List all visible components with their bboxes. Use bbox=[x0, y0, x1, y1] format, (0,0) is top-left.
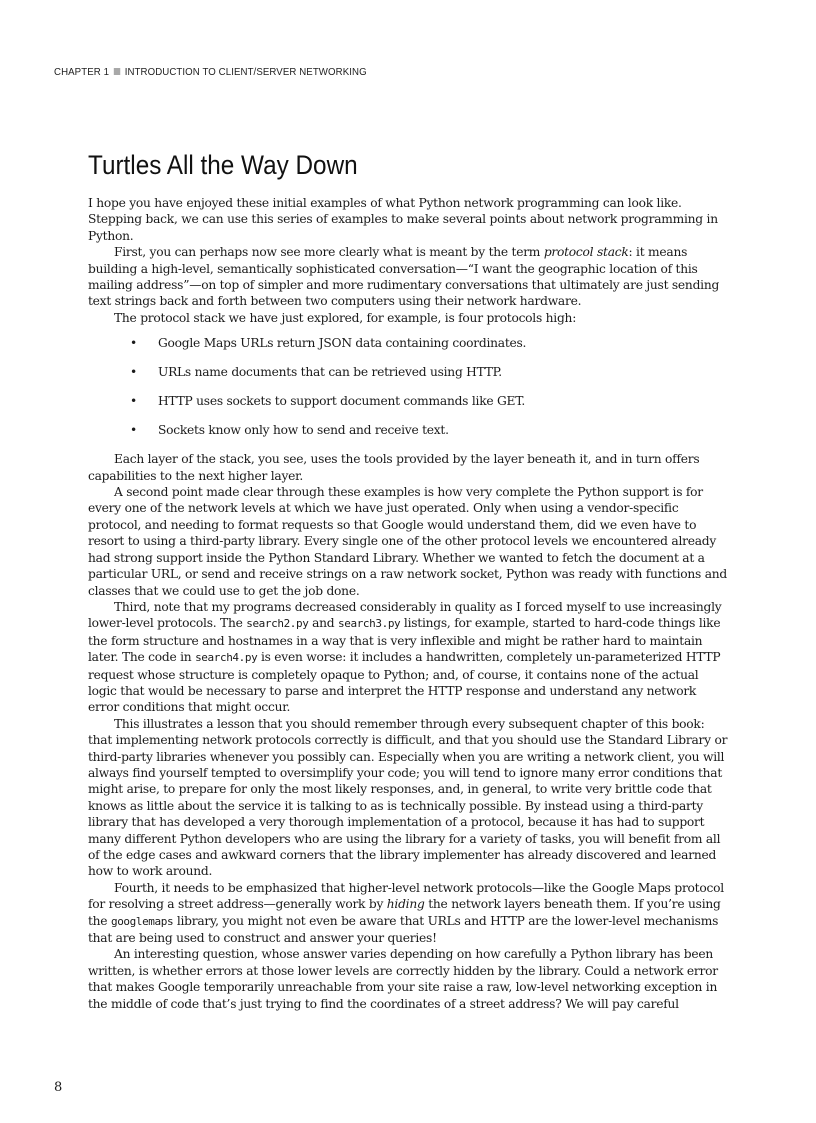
text-run: and bbox=[308, 616, 339, 631]
text-run: First, you can perhaps now see more clearly what is meant by the term bbox=[114, 245, 544, 260]
list-item bbox=[88, 422, 730, 438]
paragraph-lesson: This illustrates a lesson that you should remember through every subsequent chapter of this book: that implementing network protocols correctly is difficult, and that you should use the Standard Library or third-party libraries whenever you possibly can. Especially when you are writing a network client, you will always find yourself tempted to oversimplify your code; you will tend to ignore many error conditions that might arise, to prepare for only the most likely responses, and, in general, to write very brittle code that knows as little about the service it is talking to as is technically possible. By instead using a third-party library that has developed a very thorough implementation of a protocol, because it has had to support many different Python developers who are using the library for a variety of tasks, you will benefit from all of the edge cases and awkward corners that the library implementer has already discovered and learned how to work around. bbox=[88, 716, 728, 879]
code-filename: search2.py bbox=[246, 617, 309, 631]
text-run: Fourth, it needs to be emphasized that higher-level network protocols—like the Google Maps protocol for resolving a street address—generally work by bbox=[88, 880, 724, 912]
paragraph-protocol-stack bbox=[88, 244, 730, 310]
paragraph-intro: I hope you have enjoyed these initial examples of what Python network programming can look like. Stepping back, we can use this series of examples to make several points about network programming in Python. bbox=[88, 196, 718, 243]
text-run: the network layers beneath them. If you’re using the bbox=[88, 897, 721, 928]
paragraph-hiding-layers bbox=[88, 880, 730, 947]
paragraph-four-protocols: The protocol stack we have just explored, for example, is four protocols high: bbox=[114, 310, 577, 325]
running-header bbox=[54, 66, 367, 78]
text-run: listings, for example, started to hard-code things like the form structure and hostnames in a way that is very inflexible and might be rather hard to maintain later. The code in bbox=[88, 616, 721, 665]
text-run: is even worse: it includes a handwritten, completely un-parameterized HTTP request whose structure is completely opaque to Python; and, of course, it contains none of the actual logic that would be necessary to parse and interpret the HTTP response and understand any network error conditions that might occur. bbox=[88, 650, 721, 715]
code-library-name: googlemaps bbox=[110, 914, 174, 928]
paragraph-errors: An interesting question, whose answer varies depending on how carefully a Python library has been written, is whether errors at those lower levels are correctly hidden by the library. Could a network error that makes Google temporarily unreachable from your site raise a raw, low-level networking exception in the middle of code that’s just trying to find the coordinates of a street address? We will pay careful bbox=[88, 947, 718, 1011]
list-item-text: URLs name documents that can be retrieved using HTTP. bbox=[158, 365, 502, 380]
code-filename: search3.py bbox=[338, 617, 401, 631]
list-item bbox=[88, 364, 730, 380]
list-item bbox=[88, 335, 730, 351]
bullet-icon: • bbox=[130, 423, 137, 438]
text-run: : it means building a high-level, semantically sophisticated conversation—“I want the geographic location of this mailing address”—on top of simpler and more rudimentary conversations that ultimately are just sending text strings back and forth between two computers using their network hardware. bbox=[88, 245, 720, 309]
header-separator-square bbox=[114, 68, 120, 75]
paragraph-python-support: A second point made clear through these examples is how very complete the Python support is for every one of the network levels at which we have just operated. Only when using a vendor-specific protocol, and needing to format requests so that Google would understand them, did we even have to resort to using a third-party library. Every single one of the other protocol levels we encountered already had strong support inside the Python Standard Library. Whether we wanted to fetch the document at a particular URL, or send and receive strings on a raw network socket, Python was ready with functions and classes that we could use to get the job done. bbox=[88, 485, 728, 598]
text-run: Third, note that my programs decreased considerably in quality as I forced myself to use increasingly lower-level protocols. The bbox=[88, 599, 722, 631]
paragraph-layers: Each layer of the stack, you see, uses the tools provided by the layer beneath it, and in turn offers capabilities to the next higher layer. bbox=[88, 452, 700, 483]
bullet-icon: • bbox=[130, 336, 137, 351]
page-number: 8 bbox=[54, 1080, 63, 1095]
emphasis-hiding: hiding bbox=[386, 897, 425, 912]
list-item bbox=[88, 393, 730, 409]
text-run: library, you might not even be aware that URLs and HTTP are the lower-level mechanisms that are being used to construct and answer your queries! bbox=[88, 913, 719, 946]
protocol-list bbox=[88, 335, 730, 438]
emphasis-protocol-stack: protocol stack bbox=[543, 245, 629, 260]
chapter-label: CHAPTER 1 bbox=[54, 66, 110, 78]
bullet-icon: • bbox=[130, 394, 137, 409]
list-item-text: HTTP uses sockets to support document commands like GET. bbox=[158, 394, 526, 409]
bullet-icon: • bbox=[130, 365, 137, 380]
list-item-text: Google Maps URLs return JSON data containing coordinates. bbox=[158, 336, 527, 351]
section-title: Turtles All the Way Down bbox=[88, 150, 358, 180]
code-filename: search4.py bbox=[195, 651, 258, 665]
chapter-title: INTRODUCTION TO CLIENT/SERVER NETWORKING bbox=[124, 66, 367, 78]
list-item-text: Sockets know only how to send and receive text. bbox=[158, 423, 449, 438]
paragraph-code-quality bbox=[88, 599, 730, 716]
body-text bbox=[88, 195, 730, 1012]
